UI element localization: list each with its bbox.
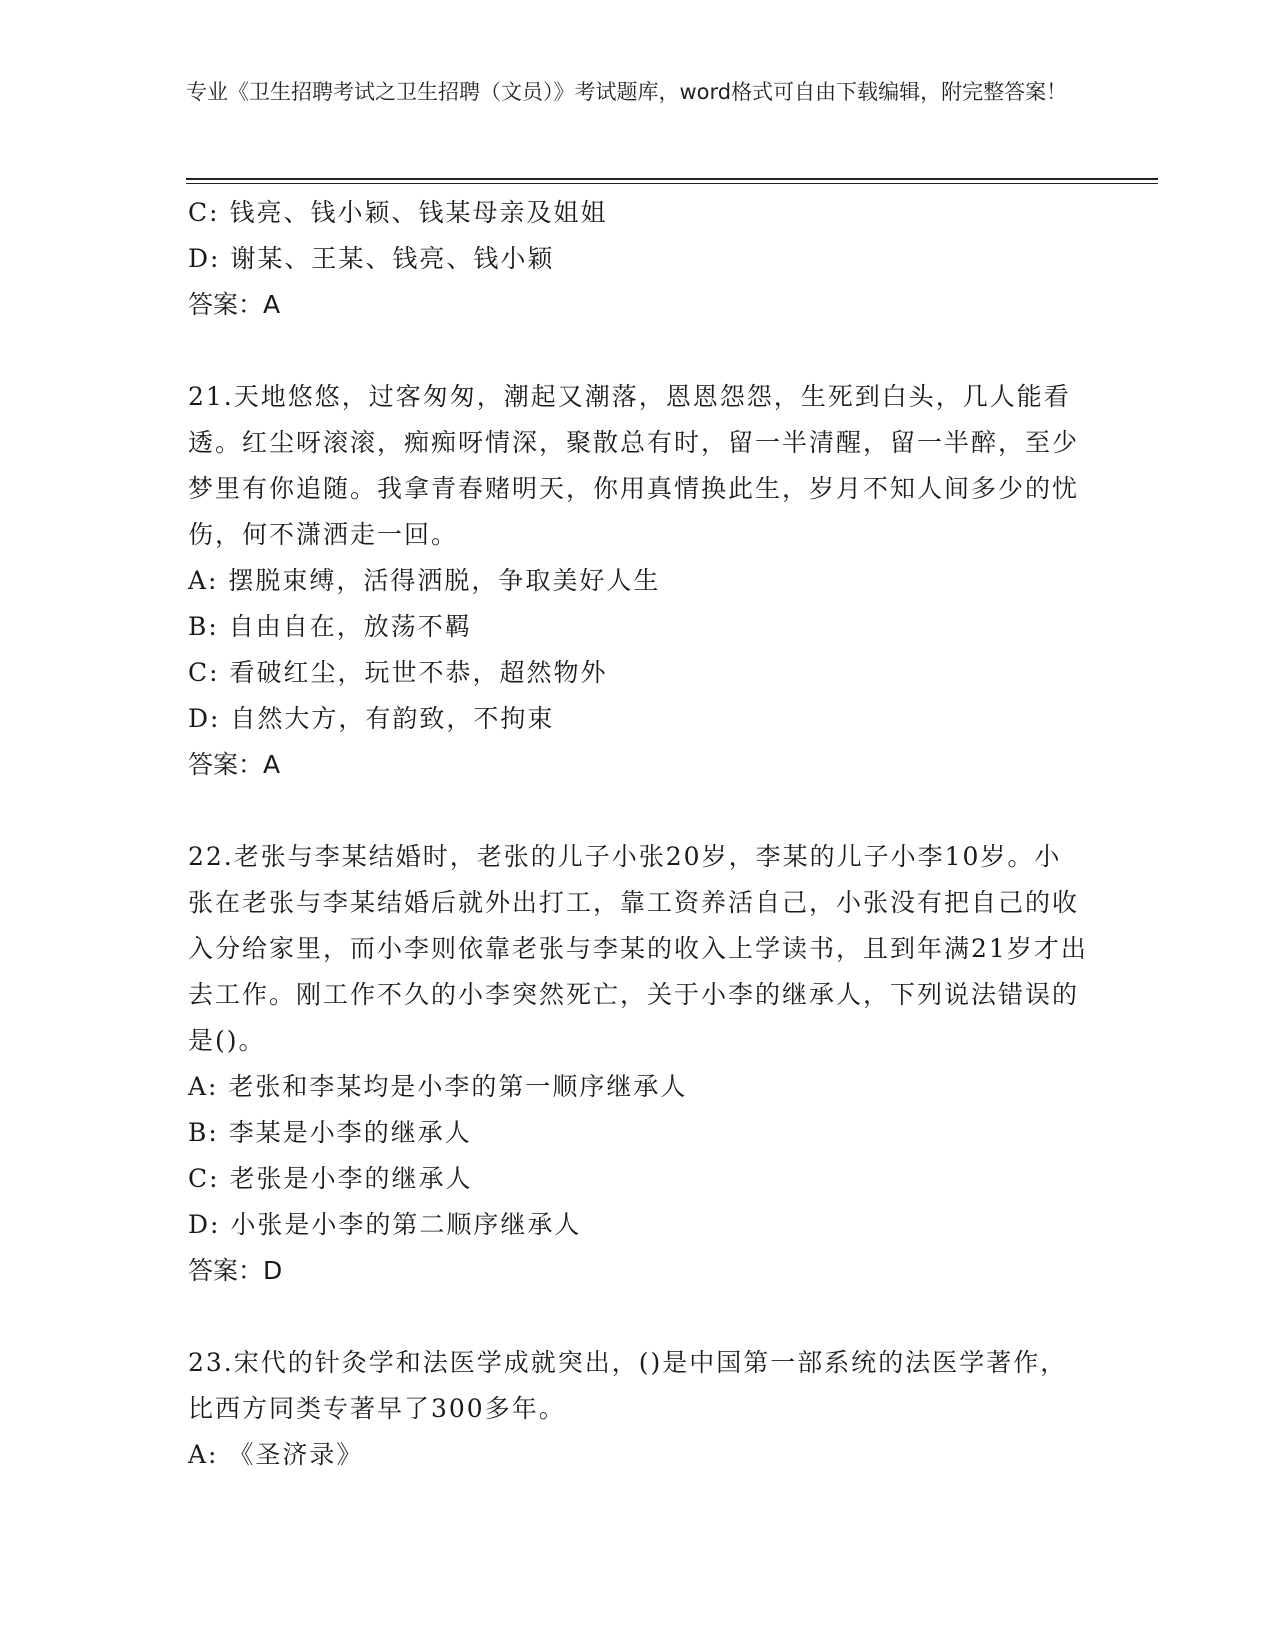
question-22 — [188, 834, 1088, 1294]
option-a: A: 《圣济录》 — [188, 1440, 364, 1469]
question-stem: 23.宋代的针灸学和法医学成就突出，()是中国第一部系统的法医学著作，比西方同类专著早了300多年。 — [188, 1348, 1068, 1423]
question-stem: 22.老张与李某结婚时，老张的儿子小张20岁，李某的儿子小李10岁。小张在老张与李某结婚后就外出打工，靠工资养活自己，小张没有把自己的收入分给家里，而小李则依靠老张与李某的收入上学读书，且到年满21岁才出去工作。刚工作不久的小李突然死亡，关于小李的继承人，下列说法错误的是()。 — [188, 842, 1088, 1055]
question-21 — [188, 374, 1088, 788]
spacer — [188, 1294, 1088, 1340]
option-b: B: 李某是小李的继承人 — [188, 1118, 472, 1147]
option-a: A: 摆脱束缚，活得洒脱，争取美好人生 — [188, 566, 661, 595]
option-c: C: 老张是小李的继承人 — [188, 1164, 473, 1193]
spacer — [188, 328, 1088, 374]
option-d: D: 小张是小李的第二顺序继承人 — [188, 1210, 582, 1239]
question-stem: 21.天地悠悠，过客匆匆，潮起又潮落，恩恩怨怨，生死到白头，几人能看透。红尘呀滚滚，痴痴呀情深，聚散总有时，留一半清醒，留一半醉，至少梦里有你追随。我拿青春赌明天，你用真情换此生，岁月不知人间多少的忧伤，何不潇洒走一回。 — [188, 382, 1080, 549]
option-b: B: 自由自在，放荡不羁 — [188, 612, 472, 641]
option-c: C: 看破红尘，玩世不恭，超然物外 — [188, 658, 608, 687]
document-header: 专业《卫生招聘考试之卫生招聘（文员）》考试题库，word格式可自由下载编辑，附完整答案！ — [186, 80, 1068, 104]
header-rule-thick — [186, 178, 1158, 180]
option-a: A: 老张和李某均是小李的第一顺序继承人 — [188, 1072, 688, 1101]
option-c: C: 钱亮、钱小颖、钱某母亲及姐姐 — [188, 198, 608, 227]
document-body — [188, 190, 1088, 1478]
question-23 — [188, 1340, 1088, 1478]
answer-line: 答案：D — [188, 1256, 283, 1285]
header-rule-thin — [186, 183, 1158, 184]
answer-line: 答案：A — [188, 750, 281, 779]
spacer — [188, 788, 1088, 834]
question-20-tail — [188, 190, 1088, 328]
answer-line: 答案：A — [188, 290, 281, 319]
option-d: D: 自然大方，有韵致，不拘束 — [188, 704, 555, 733]
option-d: D: 谢某、王某、钱亮、钱小颖 — [188, 244, 555, 273]
